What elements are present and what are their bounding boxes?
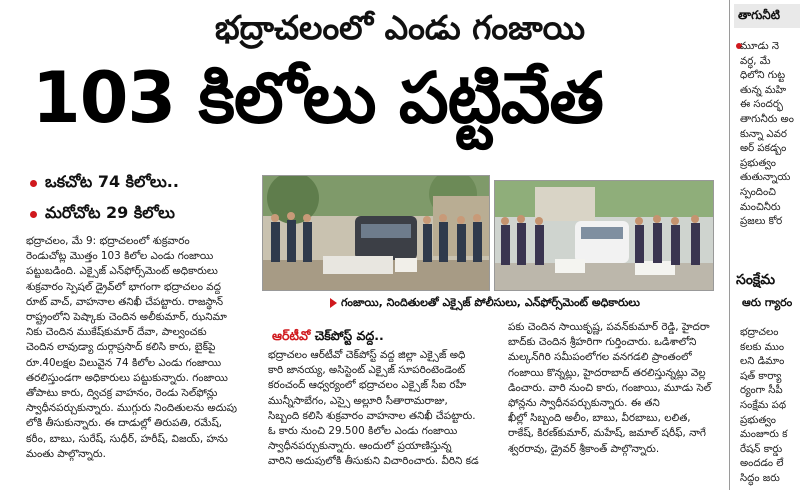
text-line: రాకేష్, కిరణ్‌కుమార్, మహేష్, జమాల్ షరీఫ్, నాగే [508,427,706,440]
text-line: కరీం, బాబు, సురేష్, సుధీర్, హరీష్, విజయ్, హను [26,432,228,445]
text-line: రూ.40లక్షల విలువైన 74 కిలోల ఎండు గంజాయి [26,356,222,369]
article-column-3 [508,320,720,457]
side-body-1 [740,40,794,230]
text-line: చెందిన లావుడ్యా దుర్గాప్రసాద్ కలిసి కారు, బైక్‌పై [26,341,216,354]
text-line: బాద్‌కు చెందిన శ్రీహరిగా గుర్తించారు. ఒడిశాలోని [508,336,697,349]
side-subheading-2: ఆరు గ్యారం [742,296,793,309]
text-line: ప్రజలు కోర [740,216,783,228]
text-line: షత్ కార్యా [740,370,782,382]
text-line: ర్యంగా సీపీ [740,385,783,397]
text-line: సిద్ధం జరు [740,472,780,484]
text-line: మంచినీరు [740,201,781,213]
text-line: రాష్ట్రంలోని పెష్కాకు చెందిన అలీకుమార్, ఝనిమా [26,311,227,324]
text-line: వారిని అదుపులోకి తీసుకుని విచారించారు. వీరిని కడ [268,455,479,468]
side-body-2 [740,326,787,487]
text-line: ప్రభుత్వం [740,414,776,426]
adjacent-article-strip [734,0,800,490]
text-line: ప్రభుత్వం [740,157,776,169]
photo-left-illustration [263,176,490,291]
bullet-item [30,172,262,195]
text-line: స్పందించి [740,186,776,198]
text-line: మంజూరు క [740,429,788,441]
text-line: వర్ధ, మే [740,55,771,67]
text-line: లోకి తీసుకున్నారు. ఈ దాడుల్లో తిరుపతి, రమేష్, [26,417,223,430]
text-line: తోపాటు కారు, ద్విచక్ర వాహనం, రెండు సెల్‌ఫోన్లు [26,387,218,400]
column-divider [729,0,730,490]
news-photo-left [262,175,490,291]
text-line: భద్రాచలం ఆర్‌టీవో చెక్‌పోస్ట్ వద్ద జిల్లా ఎక్సైజ్ అధి [268,349,466,361]
text-line: కరంచంద్ ఆధ్వర్యంలో భద్రాచలం ఎక్సైజ్ సీఐ రహీ [268,379,467,392]
caption-text: గంజాయి, నిందితులతో ఎక్సైజ్ పోలీసులు, ఎన్‌ఫోర్స్‌మెంట్ అధికారులు [341,296,640,309]
subhead-text: చెక్‌పోస్ట్ వద్ద.. [310,328,384,343]
text-line: ధిలోని గుట్ట [740,70,786,82]
text-line: స్వాధీనపర్చుకున్నారు. ముగ్గురు నిందితులను అదుపు [26,402,238,415]
text-line: రెండుచోట్ల మొత్తం 103 కిలోల ఎండు గంజాయి [26,250,214,263]
text-line: రేషన్ కార్డు [740,443,783,455]
text-line: నికు చెందిన ముకేష్‌కుమార్ దేవా, పాల్వంచకు [26,326,207,339]
text-line: మంతు పాల్గొన్నారు. [26,447,106,460]
text-line: కున్నా ఎవర [740,128,787,140]
bullet-text: మరోచోట 29 కిలోలు [45,203,175,222]
text-line: పట్టుబడింది. ఎక్సైజ్ ఎన్‌ఫోర్స్‌మెంట్ అధికారులు [26,265,218,278]
article-kicker: భద్రాచలంలో ఎండు గంజాయి [214,8,586,47]
subhead-highlight: ఆర్‌టీవో [272,328,311,343]
text-line: గంజాయి కొన్నట్లు, హైదరాబాద్ తరలిస్తున్నట్లు వెల్ల [508,366,706,379]
photo-right-illustration [495,181,714,291]
text-line: సంక్షేమ పథ [740,399,787,411]
article-subhead [272,328,384,347]
text-line: భద్రాచలం [740,327,779,338]
text-line: తరలిస్తుండగా అధికారులు పట్టుకున్నారు. గంజాయి [26,371,228,384]
bullet-dot-icon [30,180,37,187]
article-column-1 [26,234,258,462]
text-line: తుతున్నాయ [740,172,791,184]
bullet-text: ఒకచోట 74 కిలోలు.. [45,172,179,191]
article-column-2 [268,348,500,470]
text-line: రూట్ వాచ్, వాహనాల తనిఖీ చేపట్టారు. రాజస్థాన్ [26,295,224,308]
highlight-bullets [30,172,262,234]
text-line: మూడు నె [740,41,780,52]
text-line: స్వాధీనపర్చుకున్నారు. ఆందులో ప్రయాణిస్తున్న [268,440,452,453]
side-heading-1: తాగునీటి [738,8,780,22]
text-line: మున్నీసాబేగం, ఎస్సై అల్లూరి సీతారామరాజు, [268,394,448,407]
text-line: కలకు ముం [740,341,785,353]
text-line: మల్కన్‌గిరి సమీపంలోగల వనగడలి ప్రాంతంలో [508,351,692,364]
text-line: శ్వరరావు, డ్రైవర్ శ్రీకాంత్ పాల్గొన్నారు. [508,442,660,455]
photo-caption [330,296,640,312]
text-line: తున్న మహి [740,84,787,96]
text-line: శుక్రవారం స్పెషల్ డ్రైవ్‌లో భాగంగా భద్రాచలం వద్ద [26,280,222,293]
text-line: సిబ్బంది కలిసి శుక్రవారం వాహనాల తనిఖీ చేపట్టారు. [268,409,476,422]
text-line: ఖీల్లో సిబ్బంది అలీం, బాబు, వీరబాబు, లలిత, [508,412,691,425]
text-line: తాగునీరు అం [740,113,794,125]
text-line: ఓ కారు నుంచి 29.500 కిలోల ఎండు గంజాయి [268,425,458,438]
text-line: కారి జానయ్య, అసిస్టెంట్ ఎక్సైజ్ సూపరింటెండెంట్ [268,364,466,377]
text-line: ఫోన్లను స్వాధీనపర్చుకున్నారు. ఈ తని [508,397,660,410]
text-line: భద్రాచలం, మే 9: భద్రాచలంలో శుక్రవారం [26,235,190,247]
text-line: లని డిమాం [740,356,785,368]
article-headline: 103 కిలోలు పట్టివేత [32,57,603,139]
text-line: డించారు. వారి నుంచి కారు, గంజాయి, మూడు సెల్ [508,381,712,394]
text-line: పకు చెందిన సాయికృష్ణ, పవన్‌కుమార్ రెడ్డి, హైదరా [508,321,710,333]
text-line: ఈ సందర్భ [740,99,783,111]
caption-triangle-icon [330,298,337,308]
bullet-dot-icon [30,211,37,218]
bullet-item [30,203,262,226]
news-photo-right [494,180,714,291]
text-line: అందడం లే [740,458,784,470]
side-heading-2: సంక్షేమ [736,272,776,288]
text-line: అర్ పకడ్బం [740,143,787,155]
